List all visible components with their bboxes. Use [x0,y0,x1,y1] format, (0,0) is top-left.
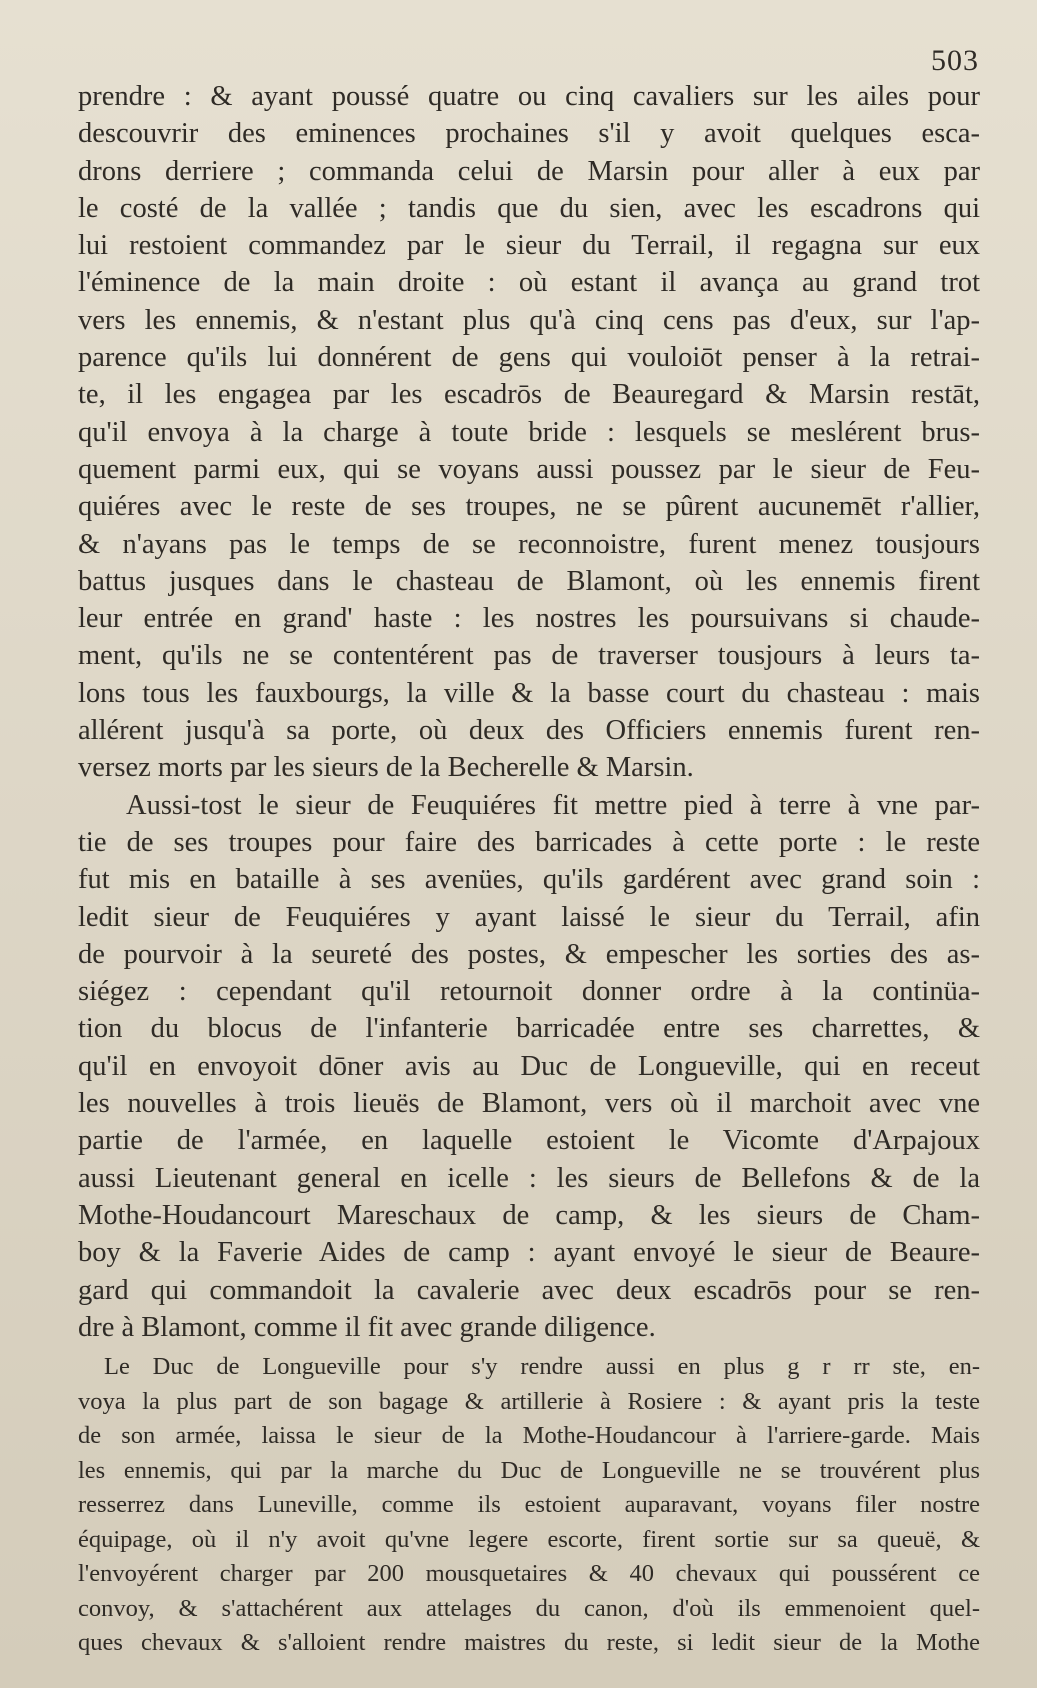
text-line: battus jusques dans le chasteau de Blamont, où les ennemis firent [78,565,980,597]
italic-line: convoy, & s'attachérent aux attelages du canon, d'où ils emmenoient quel- [78,1594,980,1622]
text-line: dre à Blamont, comme il fit avec grande diligence. [78,1311,656,1343]
text-line: Mothe-Houdancourt Mareschaux de camp, & les sieurs de Cham- [78,1199,980,1231]
text-line: partie de l'armée, en laquelle estoient le Vicomte d'Arpajoux [78,1125,980,1157]
text-line: drons derriere ; commanda celui de Marsin pour aller à eux par [78,155,980,187]
text-line: les nouvelles à trois lieuës de Blamont, vers où il marchoit avec vne [78,1088,980,1120]
page-number: 503 [931,44,979,77]
text-line: gard qui commandoit la cavalerie avec deux escadrōs pour se ren- [78,1274,980,1306]
italic-line: resserrez dans Luneville, comme ils estoient auparavant, voyans filer nostre [78,1491,980,1519]
text-line: lons tous les fauxbourgs, la ville & la basse court du chasteau : mais [78,677,980,709]
text-line: qu'il envoya à la charge à toute bride : lesquels se meslérent brus- [78,416,980,448]
text-line: le costé de la vallée ; tandis que du sien, avec les escadrons qui [78,192,980,224]
text-column [78,78,980,1661]
italic-line: voya la plus part de son bagage & artillerie à Rosiere : & ayant pris la teste [78,1387,980,1415]
text-line: siégez : cependant qu'il retournoit donner ordre à la continüa- [78,976,980,1008]
italic-line: équipage, où il n'y avoit qu'vne legere escorte, firent sortie sur sa queuë, & [78,1525,980,1553]
text-line: allérent jusqu'à sa porte, où deux des Officiers ennemis furent ren- [78,715,980,747]
text-line: l'éminence de la main droite : où estant il avança au grand trot [78,267,980,299]
paragraph-start-line: Aussi-tost le sieur de Feuquiéres fit mettre pied à terre à vne par- [126,789,980,821]
italic-line: Le Duc de Longueville pour s'y rendre aussi en plus g r rr ste, en- [104,1353,980,1381]
main-text-block [78,78,980,1346]
text-line: & n'ayans pas le temps de se reconnoistre, furent menez tousjours [78,528,980,560]
italic-line: l'envoyérent charger par 200 mousquetaires & 40 chevaux qui poussérent ce [78,1560,980,1588]
text-line: te, il les engagea par les escadrōs de Beauregard & Marsin restāt, [78,379,980,411]
text-line: quiéres avec le reste de ses troupes, ne se pûrent aucunemēt r'allier, [78,491,980,523]
text-line: ment, qu'ils ne se contentérent pas de traverser tousjours à leurs ta- [78,640,980,672]
italic-line: les ennemis, qui par la marche du Duc de Longueville ne se trouvérent plus [78,1456,980,1484]
text-line: parence qu'ils lui donnérent de gens qui vouloiōt penser à la retrai- [78,342,980,374]
text-line: descouvrir des eminences prochaines s'il y avoit quelques esca- [78,118,980,150]
text-line: vers les ennemis, & n'estant plus qu'à cinq cens pas d'eux, sur l'ap- [78,304,980,336]
text-line: tion du blocus de l'infanterie barricadée entre ses charrettes, & [78,1013,980,1045]
text-line: qu'il en envoyoit dōner avis au Duc de Longueville, qui en receut [78,1050,980,1082]
italic-line: ques chevaux & s'alloient rendre maistres du reste, si ledit sieur de la Mothe [78,1629,980,1657]
text-line: aussi Lieutenant general en icelle : les sieurs de Bellefons & de la [78,1162,980,1194]
text-line: de pourvoir à la seureté des postes, & empescher les sorties des as- [78,938,980,970]
text-line: quement parmi eux, qui se voyans aussi poussez par le sieur de Feu- [78,453,980,485]
text-line: prendre : & ayant poussé quatre ou cinq cavaliers sur les ailes pour [78,81,980,112]
text-line: ledit sieur de Feuquiéres y ayant laissé le sieur du Terrail, afin [78,901,980,933]
text-line: boy & la Faverie Aides de camp : ayant envoyé le sieur de Beaure- [78,1237,980,1269]
italic-line: de son armée, laissa le sieur de la Mothe-Houdancour à l'arriere-garde. Mais [78,1422,980,1450]
italic-paragraph [78,1350,980,1661]
text-line: fut mis en bataille à ses avenües, qu'ils gardérent avec grand soin : [78,864,980,896]
text-line: versez morts par les sieurs de la Becherelle & Marsin. [78,752,694,784]
text-line: tie de ses troupes pour faire des barricades à cette porte : le reste [78,826,980,858]
text-line: leur entrée en grand' haste : les nostres les poursuivans si chaude- [78,603,980,635]
text-line: lui restoient commandez par le sieur du Terrail, il regagna sur eux [78,230,980,262]
